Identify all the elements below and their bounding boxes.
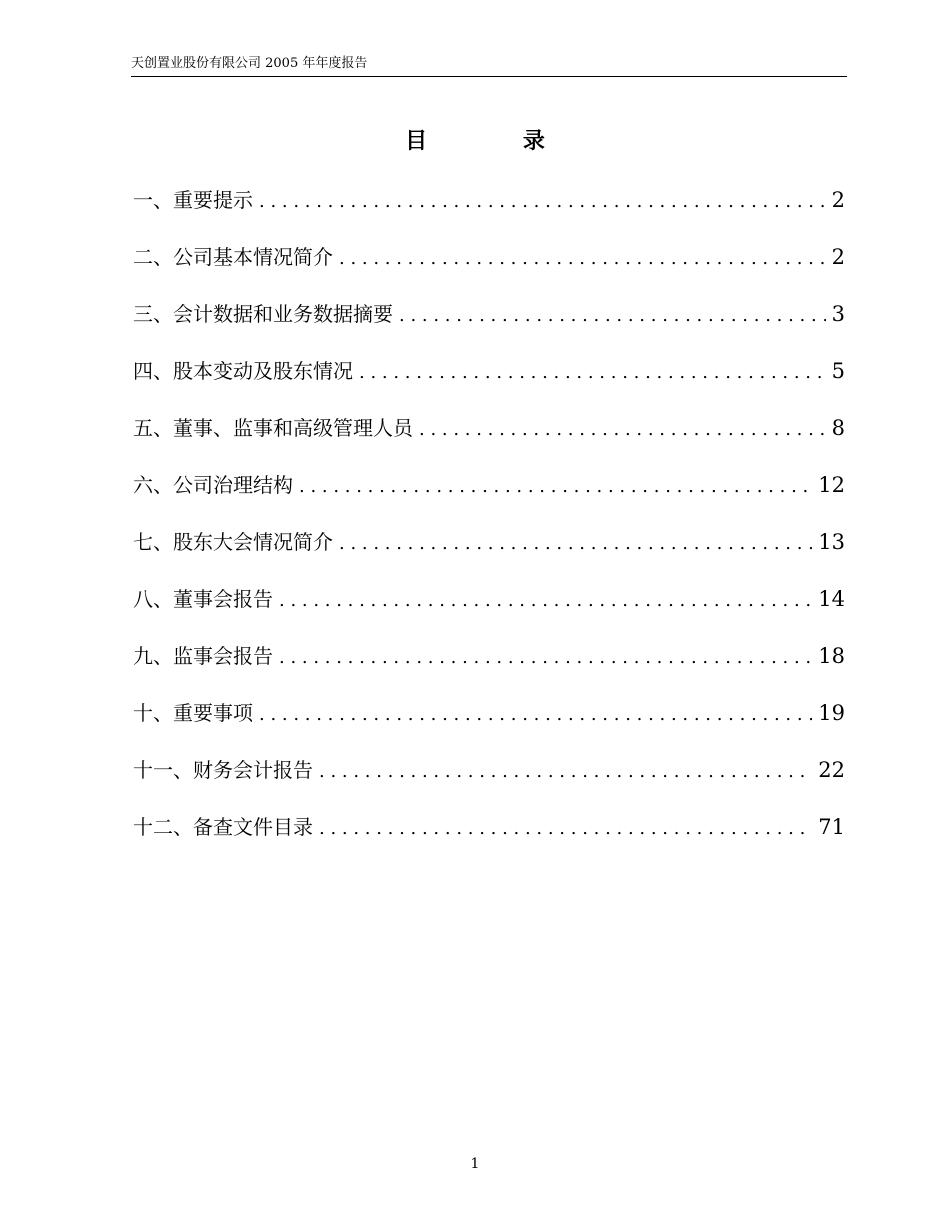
toc-entry[interactable] bbox=[133, 754, 845, 811]
toc-entry-label: 十、重要事项 bbox=[133, 701, 253, 725]
page-number: 1 bbox=[470, 1156, 480, 1172]
toc-entry-label: 七、股东大会情况简介 bbox=[133, 530, 333, 554]
toc-leader-dots bbox=[279, 642, 812, 674]
toc-entry-page: 12 bbox=[818, 473, 845, 497]
toc-leader-dots bbox=[339, 528, 812, 560]
toc-leader-dots bbox=[399, 300, 826, 332]
toc-entry-page: 3 bbox=[831, 302, 845, 326]
toc-heading: 目 录 bbox=[405, 129, 589, 154]
toc-entry-label: 四、股本变动及股东情况 bbox=[133, 359, 353, 383]
toc-entry-label: 八、董事会报告 bbox=[133, 587, 273, 611]
toc-entry-page: 19 bbox=[818, 701, 845, 725]
toc-entry[interactable] bbox=[133, 412, 845, 469]
toc-entry-label: 十一、财务会计报告 bbox=[133, 758, 313, 782]
toc-entry-label: 二、公司基本情况简介 bbox=[133, 245, 333, 269]
toc-entry-label: 三、会计数据和业务数据摘要 bbox=[133, 302, 393, 326]
toc-entry-page: 8 bbox=[831, 416, 845, 440]
toc-leader-dots bbox=[259, 699, 812, 731]
toc-entry-page: 2 bbox=[831, 245, 845, 269]
table-of-contents bbox=[133, 184, 845, 868]
toc-leader-dots bbox=[419, 414, 826, 446]
toc-leader-dots bbox=[359, 357, 826, 389]
toc-entry[interactable] bbox=[133, 241, 845, 298]
toc-entry[interactable] bbox=[133, 640, 845, 697]
toc-entry-page: 14 bbox=[818, 587, 845, 611]
toc-leader-dots bbox=[299, 471, 812, 503]
toc-entry-label: 五、董事、监事和高级管理人员 bbox=[133, 416, 413, 440]
toc-entry-page: 13 bbox=[818, 530, 845, 554]
toc-entry-page: 5 bbox=[831, 359, 845, 383]
toc-entry-label: 六、公司治理结构 bbox=[133, 473, 293, 497]
toc-entry[interactable] bbox=[133, 355, 845, 412]
toc-entry[interactable] bbox=[133, 469, 845, 526]
page-header bbox=[131, 56, 847, 77]
toc-entry[interactable] bbox=[133, 583, 845, 640]
toc-entry[interactable] bbox=[133, 697, 845, 754]
toc-leader-dots bbox=[259, 186, 826, 218]
toc-leader-dots bbox=[319, 756, 812, 788]
toc-entry-page: 71 bbox=[818, 815, 845, 839]
toc-entry[interactable] bbox=[133, 526, 845, 583]
toc-leader-dots bbox=[339, 243, 826, 275]
toc-entry[interactable] bbox=[133, 184, 845, 241]
toc-entry-page: 2 bbox=[831, 188, 845, 212]
toc-entry[interactable] bbox=[133, 298, 845, 355]
toc-entry-page: 18 bbox=[818, 644, 845, 668]
toc-entry-label: 九、监事会报告 bbox=[133, 644, 273, 668]
toc-entry[interactable] bbox=[133, 811, 845, 868]
toc-entry-label: 一、重要提示 bbox=[133, 188, 253, 212]
header-title: 天创置业股份有限公司 2005 年年度报告 bbox=[131, 56, 368, 71]
toc-entry-page: 22 bbox=[818, 758, 845, 782]
toc-leader-dots bbox=[319, 813, 812, 845]
toc-leader-dots bbox=[279, 585, 812, 617]
toc-entry-label: 十二、备查文件目录 bbox=[133, 815, 313, 839]
